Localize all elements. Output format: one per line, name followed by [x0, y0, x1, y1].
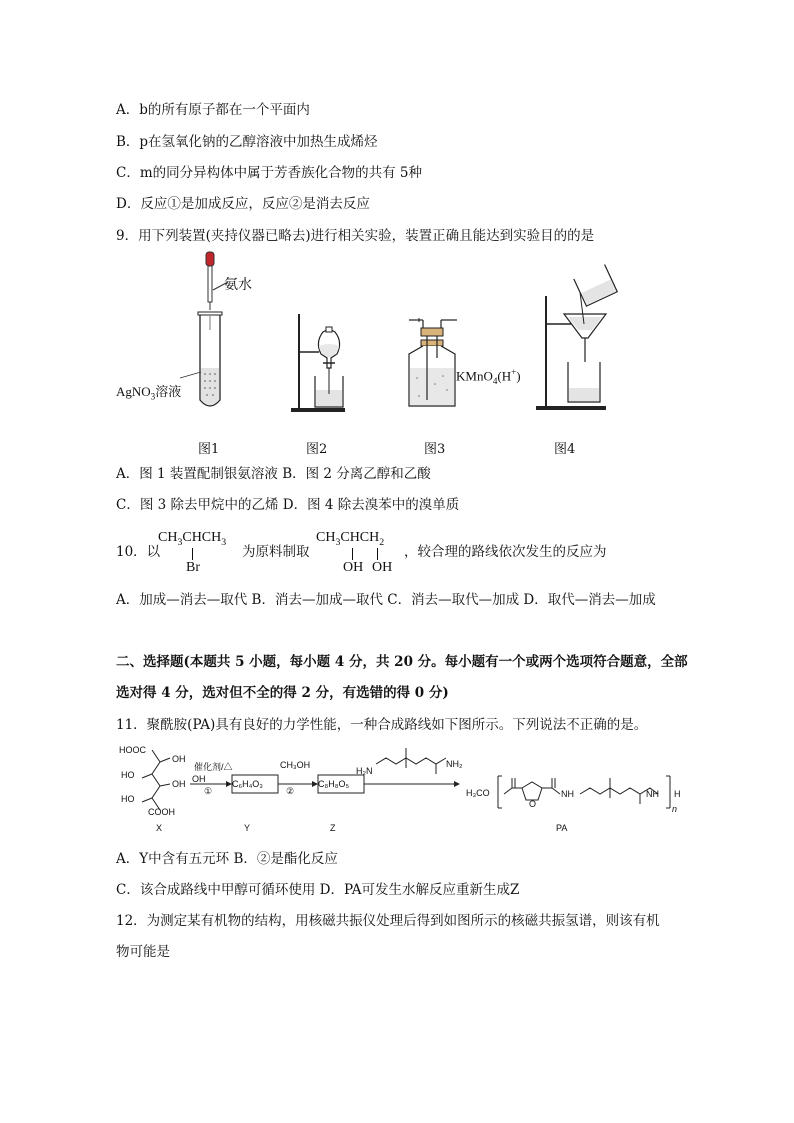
pa-furan-o: O — [529, 799, 537, 809]
q9-options-ab: A．图 1 装置配制银氨溶液 B．图 2 分离乙醇和乙酸 — [116, 466, 431, 482]
q9-options-cd: C．图 3 除去甲烷中的乙烯 D．图 4 除去溴苯中的溴单质 — [116, 497, 460, 513]
caption-figure-1: 图1 — [198, 442, 220, 457]
q10-reactant-bond — [192, 548, 193, 560]
y-formula: C₆H₄O₃ — [232, 779, 263, 789]
x-ho-1: HO — [121, 770, 135, 780]
q10-prefix: 10．以 — [116, 544, 161, 560]
q11-options-ab: A．Y中含有五元环 B．②是酯化反应 — [116, 851, 338, 867]
step-1: ① — [204, 786, 213, 796]
q11-synthesis-scheme — [114, 738, 684, 838]
z-formula: C₈H₈O₅ — [318, 779, 350, 789]
q10-product-oh-1: OH — [343, 560, 364, 575]
label-agno3: AgNO$_3$溶液 — [116, 384, 182, 402]
q10-reactant: $CH_3CHCH_3$ — [158, 530, 227, 548]
diamine-nh2: NH₂ — [446, 759, 463, 769]
q9-stem: 9．用下列装置(夹持仪器已略去)进行相关实验，装置正确且能达到实验目的的是 — [116, 228, 595, 244]
label-y: Y — [244, 823, 251, 833]
q10-product-oh-2: OH — [372, 560, 393, 575]
label-x: X — [156, 823, 163, 833]
q10-middle: 为原料制取 — [242, 544, 310, 560]
caption-figure-3: 图3 — [424, 442, 446, 457]
q8-option-b: B．p在氢氧化钠的乙醇溶液中加热生成烯烃 — [116, 134, 378, 150]
section-2-line-1: 二、选择题(本题共 5 小题，每小题 4 分，共 20 分。每小题有一个或两个选项符合题意，全部 — [116, 654, 688, 670]
q10-reactant-br: Br — [186, 560, 200, 575]
condition-1: 催化剂/△ — [194, 762, 233, 772]
x-cooh: COOH — [148, 807, 175, 817]
caption-figure-2: 图2 — [306, 442, 328, 457]
label-z: Z — [330, 823, 336, 833]
figure-2-separatory-funnel — [285, 310, 355, 420]
diamine-h2n: H₂N — [356, 766, 373, 776]
q10-product-bond-1 — [352, 548, 353, 560]
label-kmno4: KMnO$_4$(H+) — [456, 367, 521, 386]
pa-h-end: H — [674, 789, 681, 799]
pa-nh-2: NH — [646, 789, 659, 799]
x-oh-1: OH — [172, 754, 186, 764]
q10-product: $CH_3CHCH_2$ — [316, 530, 385, 548]
q10-options: A．加成—消去—取代 B．消去—加成—取代 C．消去—取代—加成 D．取代—消去—加成 — [116, 592, 656, 608]
q10-product-bond-2 — [377, 548, 378, 560]
q8-option-d: D．反应①是加成反应，反应②是消去反应 — [116, 196, 370, 212]
pa-nh-1: NH — [561, 789, 574, 799]
q12-line-2: 物可能是 — [116, 944, 170, 960]
x-hooc: HOOC — [119, 745, 146, 755]
label-ammonia: 氨水 — [224, 278, 252, 293]
q11-stem: 11．聚酰胺(PA)具有良好的力学性能，一种合成路线如下图所示。下列说法不正确的是。 — [116, 717, 648, 733]
q10-suffix: ，较合理的路线依次发生的反应为 — [404, 544, 607, 560]
x-oh-2: OH — [172, 779, 186, 789]
caption-figure-4: 图4 — [554, 442, 576, 457]
figure-4-filtration — [530, 262, 620, 412]
pa-h3co: H₃CO — [466, 788, 490, 798]
q8-option-a: A．b的所有原子都在一个平面内 — [116, 102, 310, 118]
section-2-line-2: 选对得 4 分，选对但不全的得 2 分，有选错的得 0 分) — [116, 685, 449, 701]
condition-2: CH₃OH — [280, 760, 311, 770]
x-oh-3: OH — [192, 774, 206, 784]
pa-n: n — [672, 804, 678, 814]
step-2: ② — [286, 786, 295, 796]
q12-line-1: 12．为测定某有机物的结构，用核磁共振仪处理后得到如图所示的核磁共振氢谱，则该有机 — [116, 913, 660, 929]
figure-3-gas-washing-bottle — [405, 318, 465, 413]
q11-options-cd: C．该合成路线中甲醇可循环使用 D．PA可发生水解反应重新生成Z — [116, 882, 520, 898]
q8-option-c: C．m的同分异构体中属于芳香族化合物的共有 5种 — [116, 165, 423, 181]
label-pa: PA — [556, 823, 568, 833]
x-ho-2: HO — [121, 794, 135, 804]
